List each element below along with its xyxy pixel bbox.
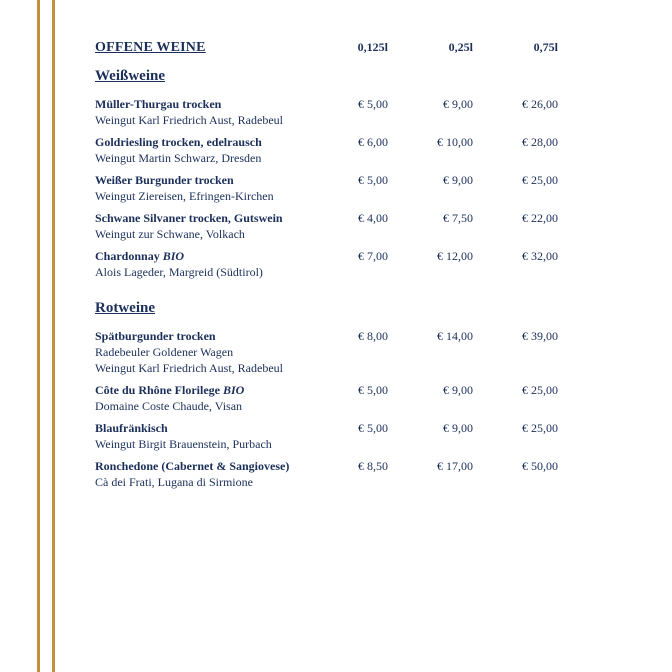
wine-item — [95, 328, 565, 376]
wine-name: Chardonnay — [95, 249, 160, 263]
wine-item — [95, 96, 565, 128]
wine-item — [95, 210, 565, 242]
bio-tag: BIO — [162, 249, 185, 263]
wine-name: Blaufränkisch — [95, 421, 168, 435]
wine-item — [95, 382, 565, 414]
price-medium: € 14,00 — [437, 329, 473, 343]
wine-name-line — [95, 248, 565, 264]
wine-producer: Domaine Coste Chaude, Visan — [95, 399, 243, 413]
price-small: € 4,00 — [358, 211, 388, 225]
inner-border-line — [52, 0, 55, 672]
price-bottle: € 25,00 — [522, 383, 558, 397]
price-bottle: € 22,00 — [522, 211, 558, 225]
wine-name: Spätburgunder trocken — [95, 329, 216, 343]
wine-producer: Weingut Karl Friedrich Aust, Radebeul — [95, 361, 283, 375]
price-bottle: € 26,00 — [522, 97, 558, 111]
wine-name: Weißer Burgunder trocken — [95, 173, 234, 187]
left-border-line — [37, 0, 40, 672]
size-header-medium: 0,25l — [448, 40, 473, 54]
price-bottle: € 50,00 — [522, 459, 558, 473]
wine-name: Goldriesling trocken, edelrausch — [95, 135, 262, 149]
size-header-small: 0,125l — [357, 40, 388, 54]
price-small: € 5,00 — [358, 383, 388, 397]
price-medium: € 9,00 — [443, 421, 473, 435]
section-title-red: Rotweine — [95, 300, 155, 316]
price-small: € 8,50 — [358, 459, 388, 473]
price-bottle: € 25,00 — [522, 173, 558, 187]
section-title-white: Weißweine — [95, 68, 165, 84]
wine-producer: Weingut Martin Schwarz, Dresden — [95, 151, 262, 165]
price-medium: € 12,00 — [437, 249, 473, 263]
wine-producer: Weingut Ziereisen, Efringen-Kirchen — [95, 189, 274, 203]
price-medium: € 9,00 — [443, 173, 473, 187]
wine-item — [95, 248, 565, 280]
price-medium: € 9,00 — [443, 383, 473, 397]
price-bottle: € 25,00 — [522, 421, 558, 435]
price-small: € 5,00 — [358, 97, 388, 111]
wine-item — [95, 134, 565, 166]
price-medium: € 17,00 — [437, 459, 473, 473]
wine-name: Ronchedone (Cabernet & Sangiovese) — [95, 459, 290, 473]
price-small: € 8,00 — [358, 329, 388, 343]
wine-producer: Weingut Birgit Brauenstein, Purbach — [95, 437, 272, 451]
wine-producer: Weingut Karl Friedrich Aust, Radebeul — [95, 113, 283, 127]
size-header-bottle: 0,75l — [533, 40, 558, 54]
wine-name: Schwane Silvaner trocken, Gutswein — [95, 211, 283, 225]
price-medium: € 7,50 — [443, 211, 473, 225]
wine-item — [95, 172, 565, 204]
price-bottle: € 32,00 — [522, 249, 558, 263]
wine-vineyard: Radebeuler Goldener Wagen — [95, 345, 234, 359]
wine-item — [95, 458, 565, 490]
price-small: € 5,00 — [358, 173, 388, 187]
menu-header — [95, 40, 565, 60]
price-bottle: € 28,00 — [522, 135, 558, 149]
price-medium: € 9,00 — [443, 97, 473, 111]
wine-name: Côte du Rhône Florilege — [95, 383, 220, 397]
wine-producer: Alois Lageder, Margreid (Südtirol) — [95, 265, 263, 279]
wine-item — [95, 420, 565, 452]
price-medium: € 10,00 — [437, 135, 473, 149]
price-small: € 7,00 — [358, 249, 388, 263]
bio-tag: BIO — [223, 383, 245, 397]
price-bottle: € 39,00 — [522, 329, 558, 343]
price-small: € 5,00 — [358, 421, 388, 435]
wine-name: Müller-Thurgau trocken — [95, 97, 222, 111]
price-small: € 6,00 — [358, 135, 388, 149]
wine-name-line — [95, 382, 565, 398]
wine-producer: Cà dei Frati, Lugana di Sirmione — [95, 475, 253, 489]
wine-producer: Weingut zur Schwane, Volkach — [95, 227, 245, 241]
menu-title: OFFENE WEINE — [95, 40, 206, 55]
